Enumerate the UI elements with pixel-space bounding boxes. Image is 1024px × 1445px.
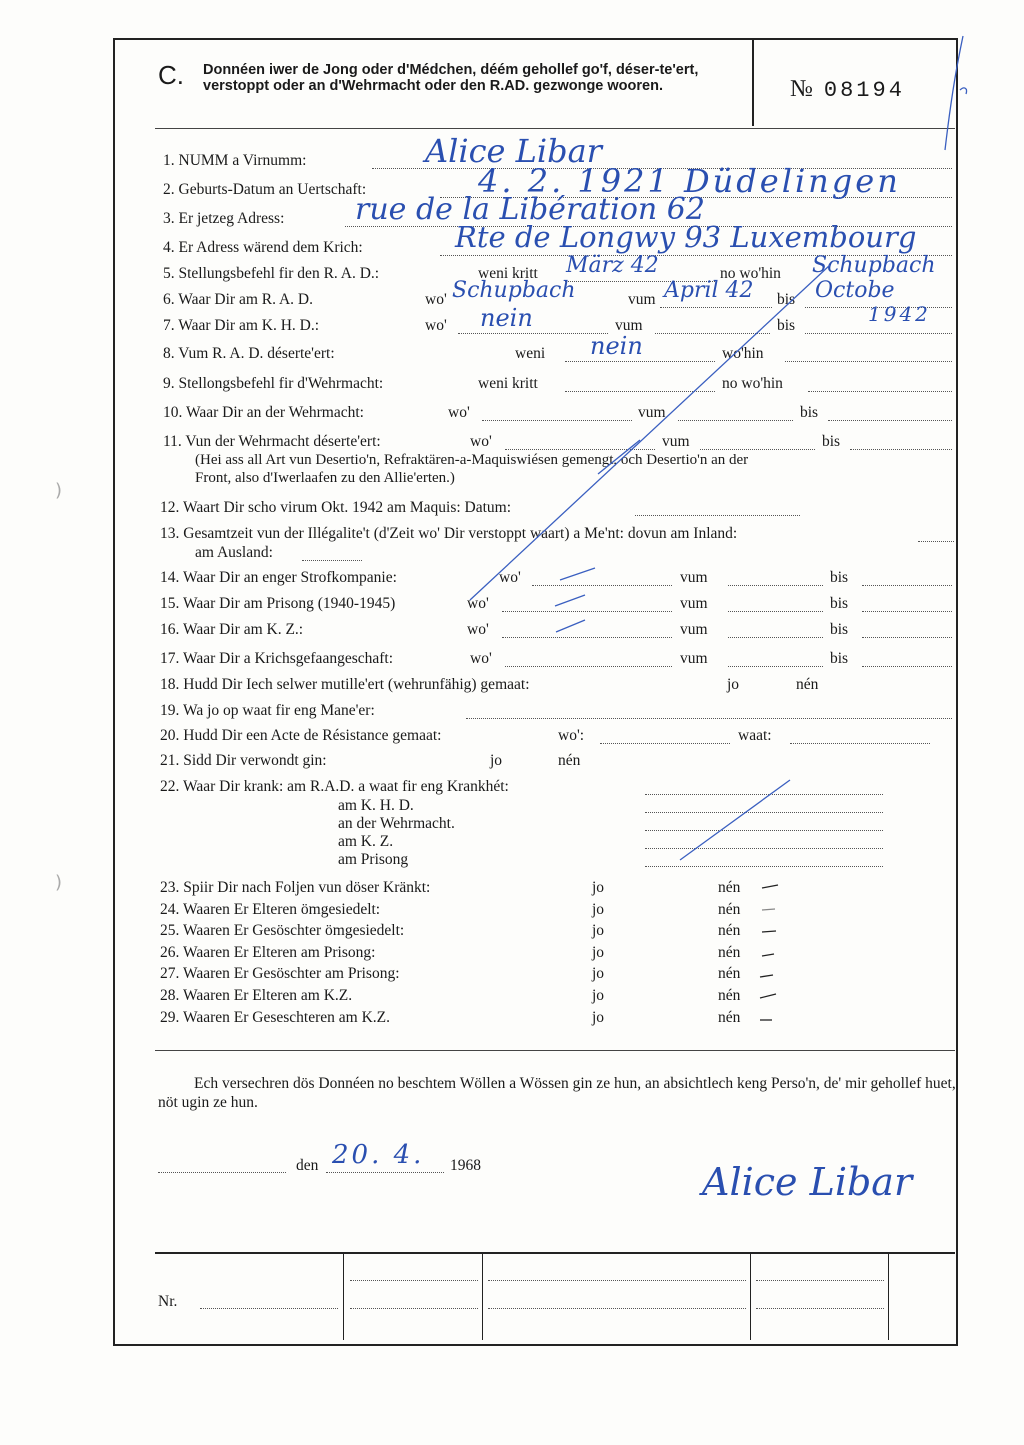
field-wm-desert-wo-line[interactable] bbox=[505, 449, 655, 450]
field-wm-bis-label: bis bbox=[800, 404, 819, 421]
footer-cell-2b[interactable] bbox=[488, 1308, 746, 1309]
q26-label: 26. Waaren Er Elteren am Prisong: bbox=[160, 944, 376, 961]
number-symbol: № bbox=[790, 76, 814, 102]
header-divider bbox=[752, 40, 754, 126]
number-value: 08194 bbox=[823, 78, 905, 103]
field-strof-bis-line[interactable] bbox=[862, 585, 952, 586]
hw-address: rue de la Libération 62 bbox=[355, 192, 705, 227]
q28-yes[interactable]: jo bbox=[592, 987, 605, 1004]
field-sick-wm-line[interactable] bbox=[645, 830, 883, 831]
field-rad-desert-where-line[interactable] bbox=[785, 361, 952, 362]
field-wm-desert-vum-label: vum bbox=[662, 433, 690, 450]
field-khd-bis-line[interactable] bbox=[805, 333, 952, 334]
field-wm-bis-line[interactable] bbox=[828, 420, 952, 421]
hw-khd-wo: nein bbox=[480, 304, 533, 332]
footer-cell-3a[interactable] bbox=[756, 1280, 884, 1281]
field-kz-vum-label: vum bbox=[680, 621, 708, 638]
field-resistance-what-line[interactable] bbox=[790, 743, 930, 744]
field-rad-desert-label: 8. Vum R. A. D. déserte'ert: bbox=[163, 345, 335, 362]
field-rad-vum-line[interactable] bbox=[660, 307, 772, 308]
q27-yes[interactable]: jo bbox=[592, 965, 605, 982]
field-rad-desert-when-line[interactable] bbox=[565, 361, 715, 362]
field-illegal-inland-line[interactable] bbox=[918, 541, 954, 542]
field-sick-prison-label: am Prisong bbox=[338, 851, 409, 868]
footer-col-2 bbox=[482, 1254, 483, 1340]
q24-yes[interactable]: jo bbox=[592, 901, 605, 918]
field-illegal-abroad-label: am Ausland: bbox=[195, 544, 273, 561]
hw-rad-when: März 42 bbox=[566, 253, 659, 278]
field-rad-order-when-label: weni kritt bbox=[478, 265, 538, 282]
field-rad-order-label: 5. Stellungsbefehl fir den R. A. D.: bbox=[163, 265, 380, 282]
hw-war-address: Rte de Longwy 93 Luxembourg bbox=[455, 220, 917, 254]
field-wm-order-when-label: weni kritt bbox=[478, 375, 538, 392]
field-wm-label: 10. Waar Dir an der Wehrmacht: bbox=[163, 404, 364, 421]
q24-label: 24. Waaren Er Elteren ömgesiedelt: bbox=[160, 901, 381, 918]
field-sick-kz-label: am K. Z. bbox=[338, 833, 394, 850]
field-wm-desert-wo-label: wo' bbox=[470, 433, 492, 450]
footer-nr-line[interactable] bbox=[200, 1308, 338, 1309]
footer-cell-1b[interactable] bbox=[350, 1308, 478, 1309]
field-strof-wo-line[interactable] bbox=[532, 585, 672, 586]
field-kz-bis-label: bis bbox=[830, 621, 849, 638]
field-name-label: 1. NUMM a Virnumm: bbox=[163, 152, 307, 169]
footer-cell-2a[interactable] bbox=[488, 1280, 746, 1281]
q26-yes[interactable]: jo bbox=[592, 944, 605, 961]
q28-label: 28. Waaren Er Elteren am K.Z. bbox=[160, 987, 353, 1004]
field-pow-bis-label: bis bbox=[830, 650, 849, 667]
field-illegal-abroad-line[interactable] bbox=[302, 560, 362, 561]
field-manner-label: 19. Wa jo op waat fir eng Mane'er: bbox=[160, 702, 375, 719]
field-wm-order-label: 9. Stellongsbefehl fir d'Wehrmacht: bbox=[163, 375, 384, 392]
date-line[interactable] bbox=[326, 1172, 444, 1173]
field-khd-wo-line[interactable] bbox=[458, 333, 608, 334]
field-pow-vum-line[interactable] bbox=[728, 666, 823, 667]
field-strof-label: 14. Waar Dir an enger Strofkompanie: bbox=[160, 569, 397, 586]
q23-no[interactable]: nén bbox=[718, 879, 741, 896]
date-den-label: den bbox=[296, 1157, 319, 1174]
field-khd-wo-label: wo' bbox=[425, 317, 447, 334]
q26-no[interactable]: nén bbox=[718, 944, 741, 961]
footer-col-3 bbox=[750, 1254, 751, 1340]
hw-rad-bis: Octobe bbox=[815, 278, 895, 303]
field-kz-wo-label: wo' bbox=[467, 621, 489, 638]
form-title: Donnéen iwer de Jong oder d'Médchen, déém gehollef go'f, déser-te'ert, verstoppt oder an d'Wehrmacht oder den R.AD. gezwonge wooren. bbox=[203, 62, 699, 94]
field-resistance-label: 20. Hudd Dir een Acte de Résistance gemaat: bbox=[160, 727, 442, 744]
field-mutilated-no[interactable]: nén bbox=[796, 676, 819, 693]
field-maquis-line[interactable] bbox=[635, 515, 800, 516]
hw-rad-bis-year: 1942 bbox=[868, 302, 931, 326]
q23-yes[interactable]: jo bbox=[592, 879, 605, 896]
hw-date: 20. 4. bbox=[332, 1140, 425, 1170]
field-kz-bis-line[interactable] bbox=[862, 637, 952, 638]
field-khd-vum-label: vum bbox=[615, 317, 643, 334]
field-wm-order-where-line[interactable] bbox=[808, 391, 952, 392]
field-birth-label: 2. Geburts-Datum an Uertschaft: bbox=[163, 181, 367, 198]
field-pow-vum-label: vum bbox=[680, 650, 708, 667]
footer-cell-3b[interactable] bbox=[756, 1308, 884, 1309]
field-prison-wo-line[interactable] bbox=[502, 611, 672, 612]
field-prison-vum-line[interactable] bbox=[728, 611, 823, 612]
field-pow-bis-line[interactable] bbox=[862, 666, 952, 667]
field-illegal-label: 13. Gesamtzeit vun der Illégalite't (d'Zeit wo' Dir verstoppt waart) a Me'nt: dovun am Inland: bbox=[160, 525, 738, 542]
field-wm-desert-bis-label: bis bbox=[822, 433, 841, 450]
date-year: 1968 bbox=[450, 1157, 481, 1174]
field-pow-label: 17. Waar Dir a Krichsgefaangeschaft: bbox=[160, 650, 394, 667]
field-wm-wo-label: wo' bbox=[448, 404, 470, 421]
field-khd-vum-line[interactable] bbox=[655, 333, 770, 334]
hw-rad-where: Schupbach bbox=[812, 253, 936, 278]
q29-label: 29. Waaren Er Geseschteren am K.Z. bbox=[160, 1009, 391, 1026]
field-strof-vum-label: vum bbox=[680, 569, 708, 586]
q29-yes[interactable]: jo bbox=[592, 1009, 605, 1026]
field-pow-wo-label: wo' bbox=[470, 650, 492, 667]
field-prison-bis-label: bis bbox=[830, 595, 849, 612]
field-rad-label: 6. Waar Dir am R. A. D. bbox=[163, 291, 313, 308]
punch-hole-mark: ) bbox=[55, 480, 63, 501]
field-wm-order-where-label: no wo'hin bbox=[722, 375, 783, 392]
q25-no[interactable]: nén bbox=[718, 922, 741, 939]
field-wm-wo-line[interactable] bbox=[482, 420, 632, 421]
field-address-label: 3. Er jetzeg Adress: bbox=[163, 210, 285, 227]
footer-cell-1a[interactable] bbox=[350, 1280, 478, 1281]
field-pow-wo-line[interactable] bbox=[505, 666, 672, 667]
q27-label: 27. Waaren Er Gesöschter am Prisong: bbox=[160, 965, 400, 982]
field-war-address-label: 4. Er Adress wärend dem Krich: bbox=[163, 239, 363, 256]
field-prison-bis-line[interactable] bbox=[862, 611, 952, 612]
field-maquis-label: 12. Waart Dir scho virum Okt. 1942 am Maquis: Datum: bbox=[160, 499, 512, 516]
field-wm-vum-line[interactable] bbox=[678, 420, 793, 421]
field-wounded-yes[interactable]: jo bbox=[490, 752, 503, 769]
field-sick-wm-label: an der Wehrmacht. bbox=[338, 815, 455, 832]
header-rule bbox=[155, 128, 955, 129]
q29-no[interactable]: nén bbox=[718, 1009, 741, 1026]
field-rad-bis-label: bis bbox=[777, 291, 796, 308]
field-mutilated-yes[interactable]: jo bbox=[727, 676, 740, 693]
footer-nr-label: Nr. bbox=[158, 1293, 178, 1310]
field-wm-vum-label: vum bbox=[638, 404, 666, 421]
field-wm-desert-label: 11. Vun der Wehrmacht déserte'ert: bbox=[163, 433, 381, 450]
field-resistance-wo-line[interactable] bbox=[600, 743, 730, 744]
hw-rad-wo: Schupbach bbox=[452, 278, 576, 303]
pen-stroke-number bbox=[960, 88, 967, 94]
field-resistance-what-label: waat: bbox=[738, 727, 772, 744]
field-kz-wo-line[interactable] bbox=[502, 637, 672, 638]
field-wm-order-when-line[interactable] bbox=[565, 391, 715, 392]
form-number bbox=[790, 76, 905, 103]
field-manner-line[interactable] bbox=[466, 718, 952, 719]
field-rad-order-where-label: no wo'hin bbox=[720, 265, 781, 282]
field-kz-label: 16. Waar Dir am K. Z.: bbox=[160, 621, 304, 638]
section-rule bbox=[155, 1050, 955, 1051]
field-wounded-no[interactable]: nén bbox=[558, 752, 581, 769]
place-line[interactable] bbox=[158, 1172, 286, 1173]
field-khd-label: 7. Waar Dir am K. H. D.: bbox=[163, 317, 320, 334]
field-prison-label: 15. Waar Dir am Prisong (1940-1945) bbox=[160, 595, 396, 612]
field-mutilated-label: 18. Hudd Dir Iech selwer mutille'ert (wehrunfähig) gemaat: bbox=[160, 676, 530, 693]
note-desertion-2: Front, also d'Iwerlaafen zu den Allie'erten.) bbox=[195, 470, 455, 486]
field-wounded-label: 21. Sidd Dir verwondt gin: bbox=[160, 752, 327, 769]
field-sick-khd-label: am K. H. D. bbox=[338, 797, 414, 814]
q24-no[interactable]: nén bbox=[718, 901, 741, 918]
q27-no[interactable]: nén bbox=[718, 965, 741, 982]
field-sick-kz-line[interactable] bbox=[645, 848, 883, 849]
hw-rad-vum: April 42 bbox=[664, 278, 754, 303]
footer-col-4 bbox=[888, 1254, 889, 1340]
field-strof-vum-line[interactable] bbox=[728, 585, 823, 586]
declaration-text: Ech versechren dös Donnéen no beschtem Wöllen a Wössen gin ze hun, an absichtlech keng Perso'n, de' mir gehollef huet, nöt ugin ze hun. bbox=[158, 1075, 956, 1111]
field-sick-khd-line[interactable] bbox=[645, 812, 883, 813]
q25-label: 25. Waaren Er Gesöschter ömgesiedelt: bbox=[160, 922, 405, 939]
hw-desert-weni: nein bbox=[590, 332, 643, 360]
field-kz-vum-line[interactable] bbox=[728, 637, 823, 638]
q23-label: 23. Spiir Dir nach Foljen vun döser Kränkt: bbox=[160, 879, 431, 896]
footer-rule bbox=[155, 1252, 955, 1254]
hw-birth: 4. 2. 1921 Düdelingen bbox=[478, 162, 901, 200]
note-desertion-1: (Hei ass all Art vun Desertio'n, Refraktären-a-Maquiswiésen gemengt, och Desertio'n an der bbox=[195, 452, 749, 468]
field-strof-wo-label: wo' bbox=[499, 569, 521, 586]
q25-yes[interactable]: jo bbox=[592, 922, 605, 939]
section-letter: C. bbox=[158, 60, 184, 90]
field-rad-wo-label: wo' bbox=[425, 291, 447, 308]
field-rad-desert-where-label: wo'hin bbox=[722, 345, 764, 362]
footer-col-1 bbox=[343, 1254, 344, 1340]
field-khd-bis-label: bis bbox=[777, 317, 796, 334]
field-sick-prison-line[interactable] bbox=[645, 866, 883, 867]
field-prison-vum-label: vum bbox=[680, 595, 708, 612]
hw-name: Alice Libar bbox=[425, 132, 602, 170]
field-wm-desert-vum-line[interactable] bbox=[700, 449, 815, 450]
field-rad-vum-label: vum bbox=[628, 291, 656, 308]
signature: Alice Libar bbox=[702, 1160, 913, 1204]
field-resistance-wo-label: wo': bbox=[558, 727, 585, 744]
field-sick-rad-line[interactable] bbox=[645, 794, 883, 795]
field-wm-desert-bis-line[interactable] bbox=[850, 449, 952, 450]
q28-no[interactable]: nén bbox=[718, 987, 741, 1004]
field-sick-label: 22. Waar Dir krank: am R.A.D. a waat fir eng Krankhét: bbox=[160, 778, 509, 795]
field-strof-bis-label: bis bbox=[830, 569, 849, 586]
field-prison-wo-label: wo' bbox=[467, 595, 489, 612]
field-rad-desert-when-label: weni bbox=[515, 345, 546, 362]
punch-hole-mark: ) bbox=[55, 872, 63, 893]
